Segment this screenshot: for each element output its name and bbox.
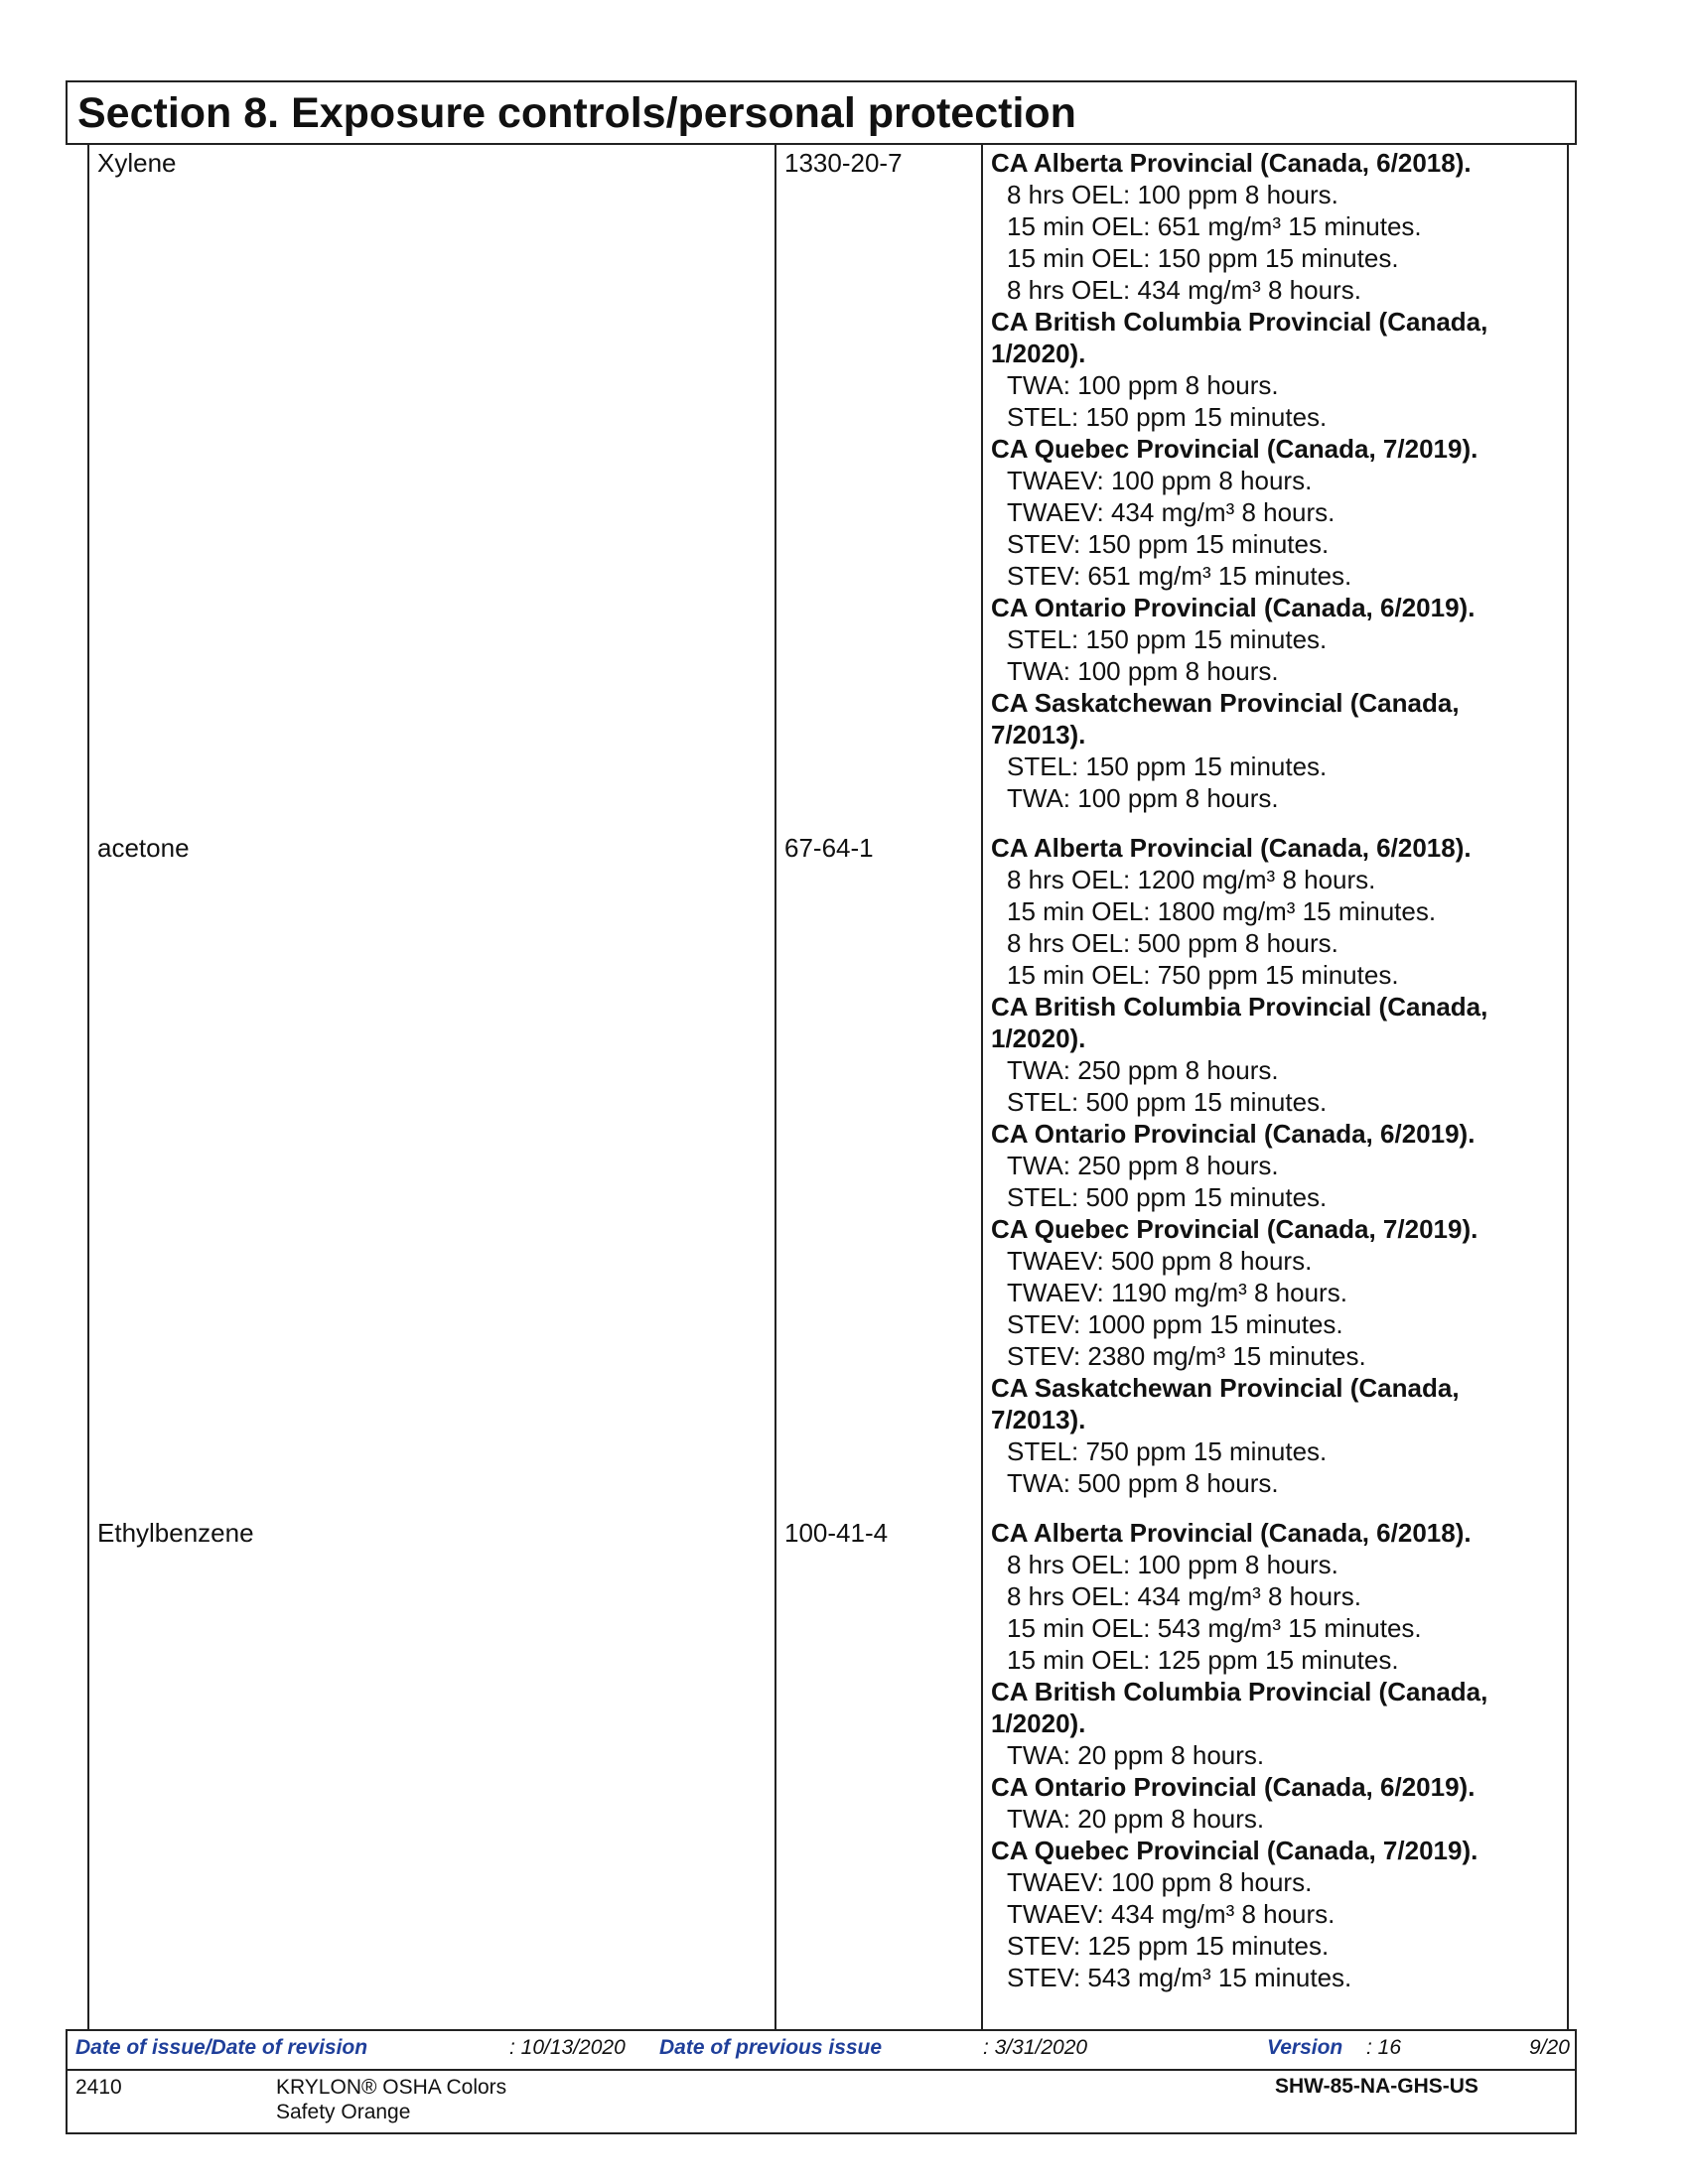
page-footer — [66, 2029, 1577, 2134]
limit-group — [991, 433, 1567, 592]
limit-value: TWA: 100 ppm 8 hours. — [1007, 656, 1279, 686]
version-label: Version — [1267, 2036, 1343, 2059]
limit-authority-continued: 7/2013). — [991, 720, 1086, 750]
limit-group — [991, 1517, 1567, 1676]
limit-value: TWA: 250 ppm 8 hours. — [1007, 1151, 1279, 1180]
ingredient-name: Xylene — [97, 148, 177, 178]
limit-value: TWA: 100 ppm 8 hours. — [1007, 370, 1279, 400]
column-divider-limits — [981, 145, 983, 2029]
limit-value: 15 min OEL: 125 ppm 15 minutes. — [1007, 1645, 1399, 1675]
limit-group — [991, 1372, 1567, 1499]
limit-value: STEV: 1000 ppm 15 minutes. — [1007, 1309, 1343, 1339]
limit-value: STEL: 150 ppm 15 minutes. — [1007, 751, 1328, 781]
ingredient-name: acetone — [97, 833, 190, 863]
limit-authority: CA British Columbia Provincial (Canada, — [991, 1677, 1488, 1706]
limit-group — [991, 1676, 1567, 1771]
previous-issue-value: : 3/31/2020 — [983, 2036, 1088, 2059]
limit-value: TWAEV: 1190 mg/m³ 8 hours. — [1007, 1278, 1347, 1307]
limit-group — [991, 306, 1567, 433]
limit-value: STEL: 150 ppm 15 minutes. — [1007, 402, 1328, 432]
limit-value: 8 hrs OEL: 100 ppm 8 hours. — [1007, 180, 1338, 209]
section-title: Section 8. Exposure controls/personal protection — [77, 89, 1076, 137]
limit-group — [991, 832, 1567, 991]
limit-group — [991, 592, 1567, 687]
limit-authority: CA Saskatchewan Provincial (Canada, — [991, 688, 1460, 718]
limit-value: STEV: 651 mg/m³ 15 minutes. — [1007, 561, 1352, 591]
limit-value: 15 min OEL: 543 mg/m³ 15 minutes. — [1007, 1613, 1422, 1643]
limit-value: STEL: 500 ppm 15 minutes. — [1007, 1182, 1328, 1212]
column-divider-cas — [774, 145, 776, 2029]
limit-value: TWA: 20 ppm 8 hours. — [1007, 1804, 1265, 1834]
limit-value: 8 hrs OEL: 434 mg/m³ 8 hours. — [1007, 275, 1361, 305]
limit-authority-continued: 7/2013). — [991, 1405, 1086, 1434]
limit-group — [991, 147, 1567, 306]
limit-value: STEV: 2380 mg/m³ 15 minutes. — [1007, 1341, 1366, 1371]
limit-authority: CA British Columbia Provincial (Canada, — [991, 307, 1488, 337]
limit-authority: CA Alberta Provincial (Canada, 6/2018). — [991, 148, 1472, 178]
limit-value: TWAEV: 434 mg/m³ 8 hours. — [1007, 497, 1336, 527]
previous-issue-label: Date of previous issue — [659, 2036, 883, 2059]
limit-value: 15 min OEL: 750 ppm 15 minutes. — [1007, 960, 1399, 990]
limit-authority: CA Ontario Provincial (Canada, 6/2019). — [991, 593, 1476, 622]
limit-value: 15 min OEL: 150 ppm 15 minutes. — [1007, 243, 1399, 273]
limit-group — [991, 1213, 1567, 1372]
limit-authority-continued: 1/2020). — [991, 1708, 1086, 1738]
table-border-right — [1567, 145, 1569, 2029]
limit-value: TWA: 500 ppm 8 hours. — [1007, 1468, 1279, 1498]
limit-value: 8 hrs OEL: 434 mg/m³ 8 hours. — [1007, 1581, 1361, 1611]
limit-authority: CA Ontario Provincial (Canada, 6/2019). — [991, 1772, 1476, 1802]
limit-value: STEV: 150 ppm 15 minutes. — [1007, 529, 1330, 559]
date-of-issue-label: Date of issue/Date of revision — [75, 2036, 368, 2059]
product-code: 2410 — [75, 2076, 122, 2099]
table-border-left — [87, 145, 89, 2029]
limit-value: STEV: 125 ppm 15 minutes. — [1007, 1931, 1330, 1961]
limit-value: TWAEV: 500 ppm 8 hours. — [1007, 1246, 1313, 1276]
limit-value: 8 hrs OEL: 1200 mg/m³ 8 hours. — [1007, 865, 1376, 894]
limit-value: TWA: 100 ppm 8 hours. — [1007, 783, 1279, 813]
limit-value: STEL: 500 ppm 15 minutes. — [1007, 1087, 1328, 1117]
limit-authority: CA Saskatchewan Provincial (Canada, — [991, 1373, 1460, 1403]
section-header — [66, 80, 1577, 145]
limit-authority-continued: 1/2020). — [991, 1024, 1086, 1053]
limit-authority: CA Alberta Provincial (Canada, 6/2018). — [991, 833, 1472, 863]
limit-authority: CA Ontario Provincial (Canada, 6/2019). — [991, 1119, 1476, 1149]
limit-value: 8 hrs OEL: 500 ppm 8 hours. — [1007, 928, 1338, 958]
exposure-limits — [991, 832, 1567, 1499]
limit-value: STEL: 750 ppm 15 minutes. — [1007, 1436, 1328, 1466]
limit-group — [991, 1771, 1567, 1835]
limit-group — [991, 1835, 1567, 1993]
limit-authority: CA British Columbia Provincial (Canada, — [991, 992, 1488, 1022]
cas-number: 67-64-1 — [784, 833, 874, 863]
exposure-limits — [991, 1517, 1567, 1993]
limit-value: 15 min OEL: 651 mg/m³ 15 minutes. — [1007, 211, 1422, 241]
limit-value: TWA: 250 ppm 8 hours. — [1007, 1055, 1279, 1085]
cas-number: 100-41-4 — [784, 1518, 889, 1548]
limit-value: TWA: 20 ppm 8 hours. — [1007, 1740, 1265, 1770]
limit-authority: CA Quebec Provincial (Canada, 7/2019). — [991, 1836, 1478, 1865]
limit-authority: CA Quebec Provincial (Canada, 7/2019). — [991, 1214, 1478, 1244]
limit-group — [991, 687, 1567, 814]
version-value: : 16 — [1366, 2036, 1402, 2059]
limit-value: TWAEV: 100 ppm 8 hours. — [1007, 1867, 1313, 1897]
limit-authority-continued: 1/2020). — [991, 339, 1086, 368]
cas-number: 1330-20-7 — [784, 148, 903, 178]
product-subname: Safety Orange — [276, 2101, 411, 2123]
limit-value: STEL: 150 ppm 15 minutes. — [1007, 624, 1328, 654]
limit-authority: CA Quebec Provincial (Canada, 7/2019). — [991, 434, 1478, 464]
limit-value: 8 hrs OEL: 100 ppm 8 hours. — [1007, 1550, 1338, 1579]
footer-divider — [68, 2069, 1575, 2071]
limit-group — [991, 1118, 1567, 1213]
exposure-limits — [991, 147, 1567, 814]
limit-group — [991, 991, 1567, 1118]
product-name: KRYLON® OSHA Colors — [276, 2076, 507, 2099]
limit-value: 15 min OEL: 1800 mg/m³ 15 minutes. — [1007, 896, 1437, 926]
document-code: SHW-85-NA-GHS-US — [1275, 2075, 1478, 2098]
date-of-issue-value: : 10/13/2020 — [509, 2036, 626, 2059]
limit-value: TWAEV: 434 mg/m³ 8 hours. — [1007, 1899, 1336, 1929]
limit-value: TWAEV: 100 ppm 8 hours. — [1007, 466, 1313, 495]
limit-value: STEV: 543 mg/m³ 15 minutes. — [1007, 1963, 1352, 1992]
ingredient-name: Ethylbenzene — [97, 1518, 254, 1548]
page-number: 9/20 — [1529, 2036, 1570, 2059]
limit-authority: CA Alberta Provincial (Canada, 6/2018). — [991, 1518, 1472, 1548]
